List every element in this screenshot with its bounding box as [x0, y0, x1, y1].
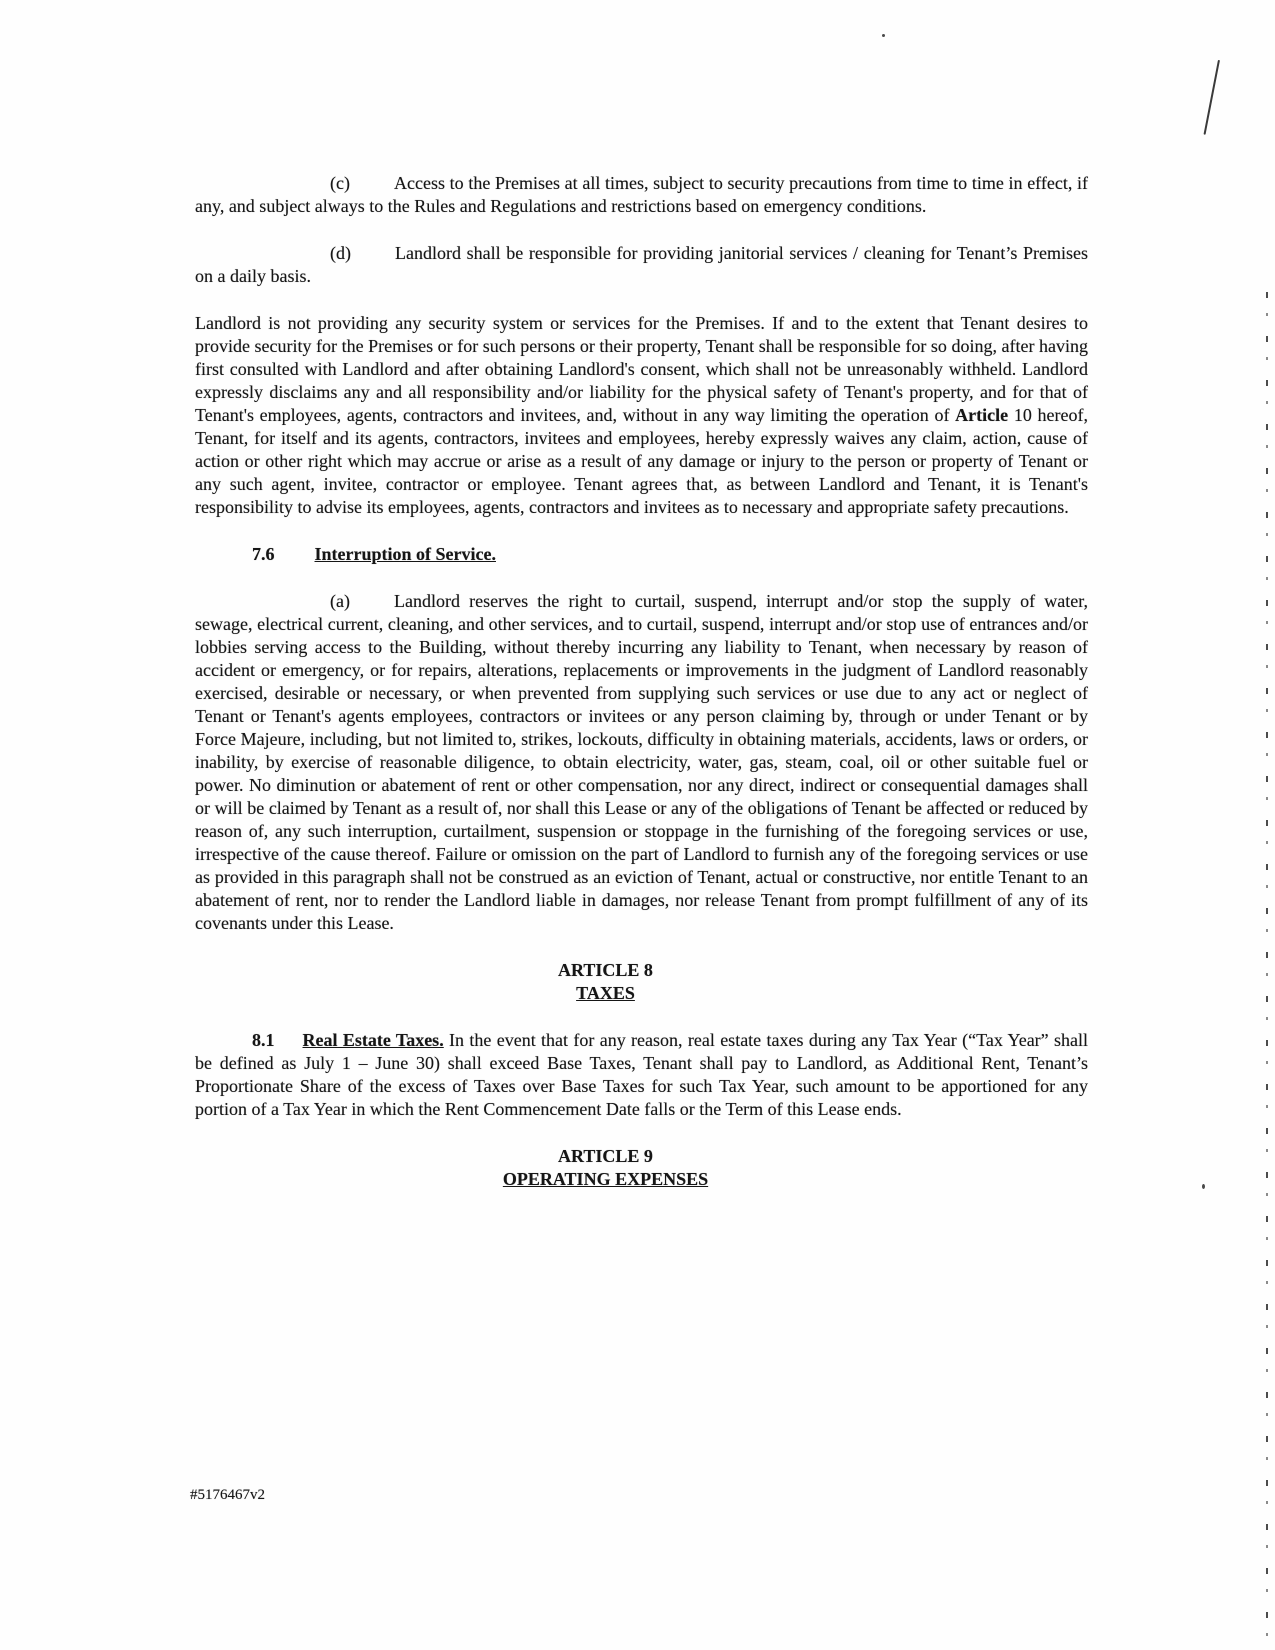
clause-c-text: Access to the Premises at all times, subject to security precautions from time to time in effect, if any, and subject always to the Rules and Regulations and restrictions based on emergency conditions. — [195, 173, 1088, 216]
security-paragraph-bold-word: Article — [955, 405, 1009, 425]
security-paragraph — [195, 312, 1088, 519]
security-paragraph-text-1: Landlord is not providing any security system or services for the Premises. If and to the extent that Tenant desires to provide security for the Premises or for such persons or their property, Tenant shall be responsible for so doing, after having first consulted with Landlord and after obtaining Landlord's consent, which shall not be unreasonably withheld. Landlord expressly disclaims any and all responsibility and/or liability for the physical safety of Tenant's property, and for that of Tenant's employees, agents, contractors and invitees, and, without in any way limiting the operation of — [195, 313, 1088, 425]
article-9-heading: ARTICLE 9 — [558, 1146, 653, 1166]
article-8-subheading-text: TAXES — [576, 983, 635, 1003]
clause-c-label: (c) — [330, 173, 350, 193]
section-8-1-paragraph — [195, 1029, 1088, 1121]
section-8-1-title: Real Estate Taxes. — [302, 1030, 444, 1050]
article-8-subheading — [195, 982, 1016, 1005]
document-reference-number: #5176467v2 — [190, 1487, 265, 1503]
article-8-heading: ARTICLE 8 — [558, 960, 653, 980]
clause-a-text: Landlord reserves the right to curtail, suspend, interrupt and/or stop the supply of water, sewage, electrical current, cleaning, and other services, and to curtail, suspend, interrupt and/or stop use of entrances and/or lobbies serving access to the Building, without thereby incurring any liability to Tenant, when necessary by reason of accident or emergency, or for repairs, alterations, replacements or improvements in the judgment of Landlord reasonably exercised, desirable or necessary, or when prevented from supplying such services or use due to any act or neglect of Tenant or Tenant's agents employees, contractors or invitees or any person claiming by, through or under Tenant or by Force Majeure, including, but not limited to, strikes, lockouts, difficulty in obtaining materials, accidents, laws or orders, or inability, by exercise of reasonable diligence, to obtain electricity, water, gas, steam, coal, oil or other suitable fuel or power. No diminution or abatement of rent or other compensation, nor any direct, indirect or consequential damages shall or will be claimed by Tenant as a result of, nor shall this Lease or any of the obligations of Tenant be affected or reduced by reason of, any such interruption, curtailment, suspension or stoppage in the furnishing of the foregoing services or use, irrespective of the cause thereof. Failure or omission on the part of Landlord to furnish any of the foregoing services or use as provided in this paragraph shall not be construed as an eviction of Tenant, actual or constructive, nor entitle Tenant to an abatement of rent, nor to render the Landlord liable in damages, nor release Tenant from prompt fulfillment of any of its covenants under this Lease. — [195, 591, 1088, 933]
scan-speck — [882, 34, 885, 37]
section-8-1-text: In the event that for any reason, real estate taxes during any Tax Year (“Tax Year” shall be defined as July 1 – June 30) shall exceed Base Taxes, Tenant shall pay to Landlord, as Additional Rent, Tenant’s Proportionate Share of the excess of Taxes over Base Taxes for such Tax Year, such amount to be apportioned for any portion of a Tax Year in which the Rent Commencement Date falls or the Term of this Lease ends. — [195, 1030, 1089, 1119]
clause-d-paragraph — [195, 242, 1088, 288]
scan-speck — [1202, 1184, 1205, 1189]
security-paragraph-text-2: 10 hereof, Tenant, for itself and its agents, contractors, invitees and employees, hereby expressly waives any claim, action, cause of action or other right which may accrue or arise as a result of any damage or injury to the person or property of Tenant or any such agent, invitee, contractor or employee. Tenant agrees that, as between Landlord and Tenant, it is Tenant's responsibility to advise its employees, agents, contractors and invitees as to necessary and appropriate safety precautions. — [195, 405, 1088, 517]
article-9-subheading — [195, 1168, 1016, 1191]
section-7-6-title: Interruption of Service. — [314, 544, 496, 564]
scan-artifact-edge-dashes — [1266, 292, 1268, 1650]
clause-a-paragraph — [195, 590, 1088, 935]
section-7-6-heading — [195, 543, 1088, 566]
clause-d-label: (d) — [330, 243, 351, 263]
scan-artifact-diagonal-mark — [1204, 60, 1220, 135]
clause-a-label: (a) — [330, 591, 350, 611]
clause-c-paragraph — [195, 172, 1088, 218]
article-9-subheading-text: OPERATING EXPENSES — [502, 1169, 709, 1189]
clause-d-text: Landlord shall be responsible for providing janitorial services / cleaning for Tenant’s Premises on a daily basis. — [195, 243, 1088, 286]
section-8-1-number: 8.1 — [252, 1030, 275, 1050]
document-body — [195, 172, 1088, 1191]
section-7-6-number: 7.6 — [252, 544, 275, 564]
